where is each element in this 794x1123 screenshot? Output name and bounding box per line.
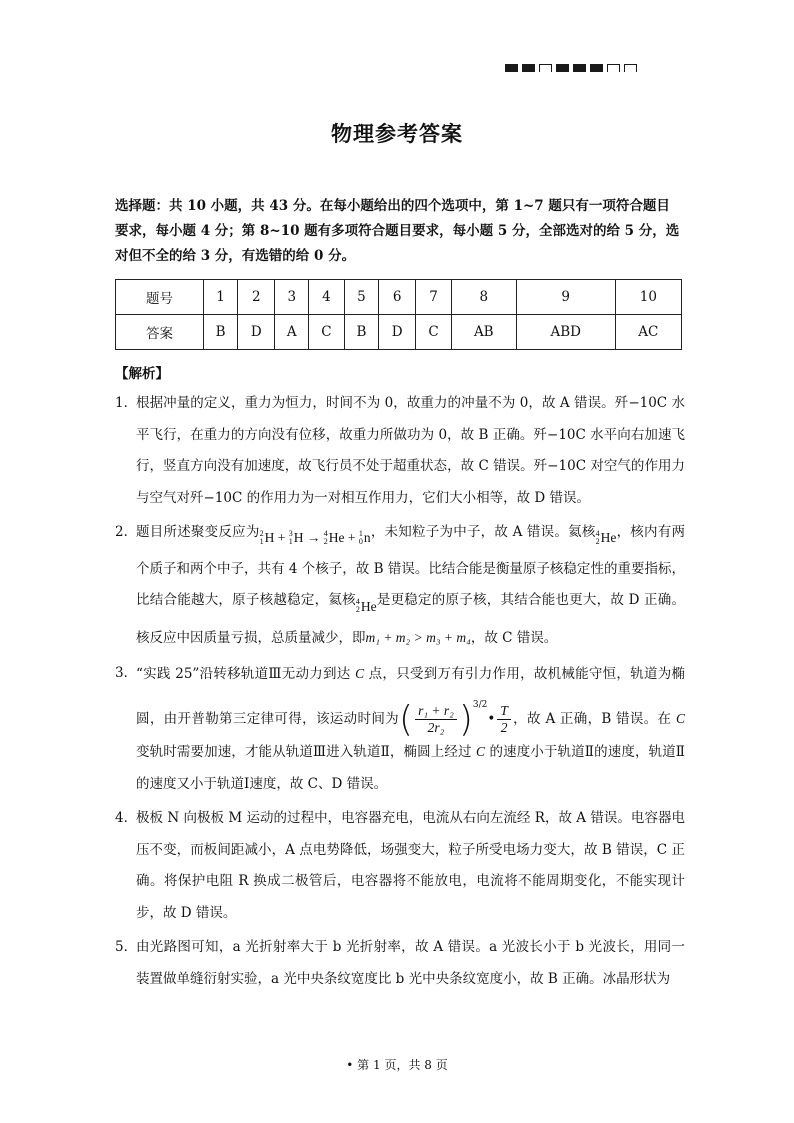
text-segment: 变轨时需要加速，才能从轨道Ⅲ进入轨道Ⅱ，椭圆上经过 <box>136 744 477 760</box>
text-segment: “实践 25”沿转移轨道Ⅲ无动力到达 <box>136 665 356 682</box>
nucleus-symbol: He <box>360 598 377 614</box>
nucleus-symbol: He <box>600 530 617 546</box>
multiply-dot: • <box>487 711 496 727</box>
question-number: 9 <box>516 280 615 315</box>
atomic-number: 0 <box>358 537 363 546</box>
answer-cell: D <box>379 315 416 350</box>
analysis-item-4 <box>115 803 685 929</box>
item-text: 根据冲量的定义，重力为恒力，时间不为 0，故重力的冲量不为 0，故 A 错误。歼−10C 水平飞行，在重力的方向没有位移，故重力所做功为 0，故 B 正确。歼−10C 水平向右加速飞行，竖直方向没有加速度，故飞行员不处于超重状态，故 C 错误。歼−10C 对空气的作用力与空气对歼−10C 的作用力为一对相互作用力，它们大小相等，故 D 错误。 <box>136 395 685 506</box>
nucleus-symbol: n <box>363 530 371 546</box>
header-mark <box>624 64 637 72</box>
analysis-list <box>115 388 685 998</box>
analysis-item-3 <box>115 658 685 801</box>
atomic-number: 2 <box>323 537 328 546</box>
item-text: 由光路图可知，a 光折射率大于 b 光折射率，故 A 错误。a 光波长小于 b 光波长，用同一装置做单缝衍射实验，a 光中央条纹宽度比 b 光中央条纹宽度小，故 B 正确。冰晶形状为 <box>136 939 685 987</box>
item-number: 2． <box>115 524 138 540</box>
point-label: C <box>675 711 685 726</box>
item-number: 4． <box>115 810 138 826</box>
header-mark <box>556 64 569 72</box>
text-segment: 点，只受到万有引力作用，故机械能守恒，轨道为椭圆，由开普勒第三定律可得，该运动时间为 <box>136 665 685 727</box>
question-number: 5 <box>344 280 378 315</box>
answer-row <box>116 315 682 350</box>
kepler-formula: ( $\frac{\text{r₁ + r₂}}{\text{2r₂}}$ )$^{3/2}$• $\frac{T}{2}$ <box>399 711 513 727</box>
answer-cell: C <box>416 315 452 350</box>
item-number: 5． <box>115 939 138 955</box>
atomic-number: 1 <box>259 537 264 546</box>
reaction-arrow: → <box>306 530 321 546</box>
answer-cell: ABD <box>516 315 615 350</box>
page-title: 物理参考答案 <box>331 121 463 146</box>
text-segment: ，核内有两个质子和两个中子，共有 4 个核子，故 B 错误。比结合能是衡量原子核稳定性的重要指标，比结合能越大，原子核越稳定，氦核 <box>136 524 686 609</box>
atomic-number: 2 <box>355 605 360 615</box>
question-number: 6 <box>379 280 416 315</box>
analysis-item-5 <box>115 932 685 995</box>
point-label: C <box>355 665 365 681</box>
fusion-equation <box>260 522 371 554</box>
question-number: 3 <box>275 280 309 315</box>
fraction-numerator: T <box>497 703 511 720</box>
nucleus-symbol: He <box>328 530 345 546</box>
text-segment: ，故 A 正确，B 错误。在 <box>512 711 676 727</box>
answer-table <box>115 279 682 350</box>
header-mark <box>573 64 586 72</box>
mass-number: 4 <box>595 529 600 538</box>
header-mark <box>539 64 552 72</box>
text-segment: ，故 C 错误。 <box>470 630 558 646</box>
analysis-item-2 <box>115 517 685 655</box>
helium-nucleus <box>596 522 617 554</box>
text-segment: 的速度小于轨道Ⅱ的速度，轨道Ⅱ的速度又小于轨道Ⅰ速度，故 C、D 错误。 <box>136 744 685 792</box>
helium-nucleus <box>356 591 377 623</box>
text-segment: 是更稳定的原子核，其结合能也更大，故 D 正确。核反应中因质量亏损，总质量减少，即 <box>136 592 686 646</box>
atomic-number: 2 <box>595 537 600 546</box>
header-marks <box>505 64 637 72</box>
question-number: 1 <box>203 280 237 315</box>
item-number: 1． <box>115 395 138 411</box>
page-footer: • 第 1 页，共 8 页 <box>346 1058 448 1072</box>
plus-sign: + <box>277 530 286 546</box>
text-segment: 题目所述聚变反应为 <box>136 524 260 540</box>
item-text: 极板 N 向极板 M 运动的过程中，电容器充电，电流从右向左流经 R，故 A 错误。电容器电压不变，而板间距减小，A 点电势降低，场强变大，粒子所受电场力变大，故 B 错误，C 正确。将保护电阻 R 换成二极管后，电容器将不能放电，电流将不能周期变化，不能实现计步，故 D 错误。 <box>136 810 685 921</box>
exponent: 3/2 <box>472 700 488 710</box>
mass-number: 4 <box>323 529 328 538</box>
answer-cell: D <box>238 315 275 350</box>
answer-cell: B <box>344 315 378 350</box>
fraction-numerator: r₁ + r₂ <box>415 703 457 720</box>
question-number: 4 <box>309 280 345 315</box>
answer-cell: AC <box>615 315 681 350</box>
row-label: 题号 <box>116 280 204 315</box>
mass-inequality: m₁ + m₂ > m₃ + m₄ <box>365 630 471 645</box>
row-label: 答案 <box>116 315 204 350</box>
mass-number: 2 <box>259 529 264 538</box>
header-mark <box>505 64 518 72</box>
fraction-denominator: 2r₂ <box>427 720 445 735</box>
item-text <box>136 658 685 801</box>
point-label: C <box>476 744 486 759</box>
question-number: 2 <box>238 280 275 315</box>
question-number: 8 <box>451 280 516 315</box>
answer-cell: C <box>309 315 345 350</box>
mass-number: 4 <box>355 597 360 607</box>
header-mark <box>607 64 620 72</box>
mass-number: 1 <box>358 529 363 538</box>
nucleus-symbol: H <box>264 530 275 546</box>
answer-cell: B <box>203 315 237 350</box>
item-number: 3． <box>115 664 138 681</box>
plus-sign: + <box>347 530 356 546</box>
nucleus-symbol: H <box>293 530 304 546</box>
header-mark <box>590 64 603 72</box>
question-number-row <box>116 280 682 315</box>
atomic-number: 1 <box>288 537 293 546</box>
question-number: 7 <box>416 280 452 315</box>
mass-number: 3 <box>288 529 293 538</box>
item-text <box>136 517 685 655</box>
answer-cell: AB <box>451 315 516 350</box>
header-mark <box>522 64 535 72</box>
analysis-item-1 <box>115 388 685 514</box>
answer-cell: A <box>275 315 309 350</box>
text-segment: ，未知粒子为中子，故 A 错误。氦核 <box>370 524 596 540</box>
fraction-denominator: 2 <box>500 720 508 735</box>
question-number: 10 <box>615 280 681 315</box>
intro-paragraph: 选择题：共 10 小题，共 43 分。在每小题给出的四个选项中，第 1~7 题只有一项符合题目要求，每小题 4 分；第 8~10 题有多项符合题目要求，每小题 5 分，全部选对的给 5 分，选对但不全的给 3 分，有选错的给 0 分。 <box>115 198 680 264</box>
analysis-heading: 【解析】 <box>115 366 169 382</box>
